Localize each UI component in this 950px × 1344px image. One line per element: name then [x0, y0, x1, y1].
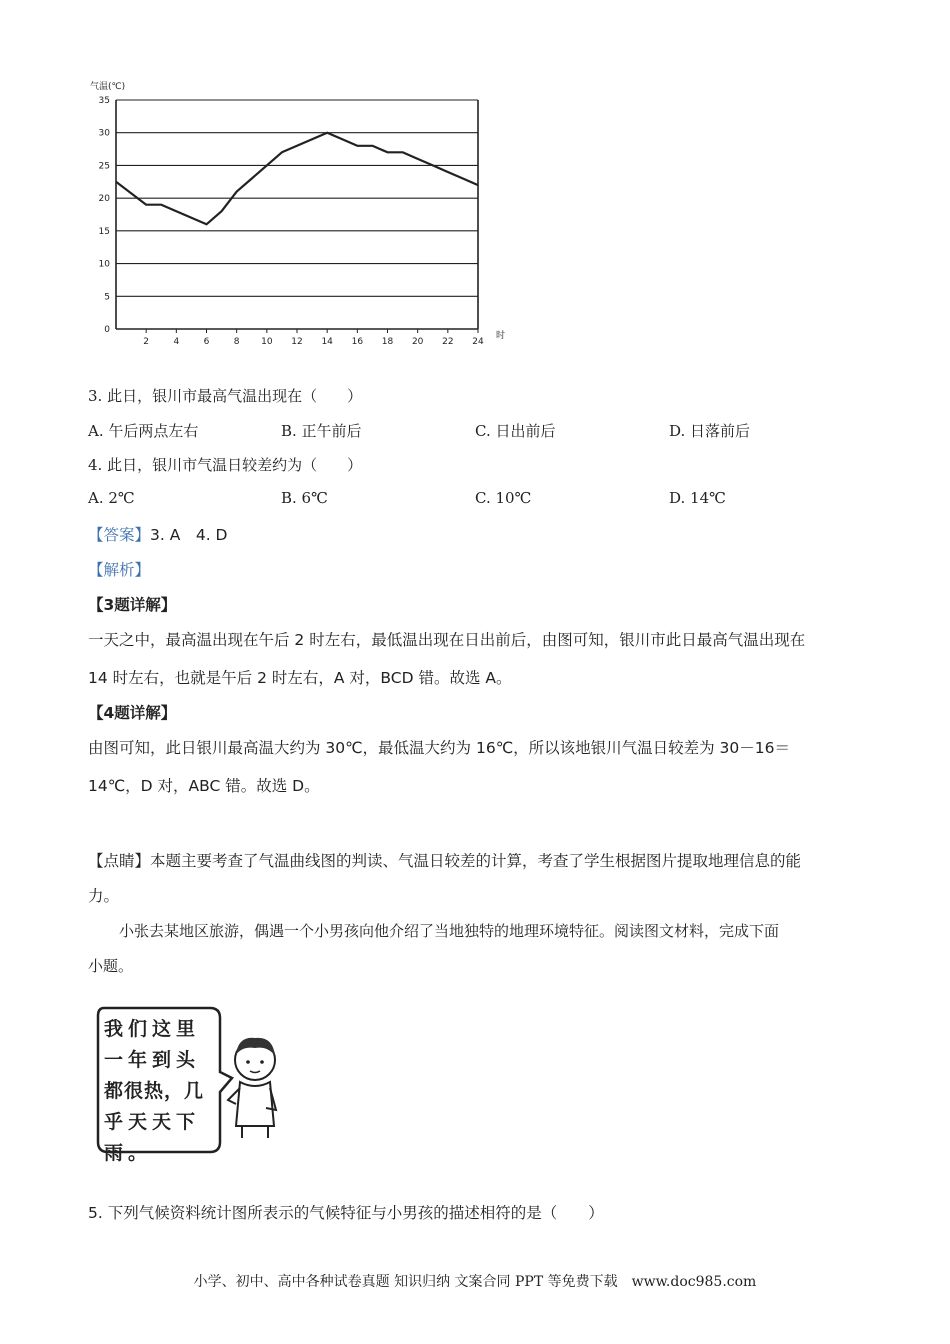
material-line-2: 小题。: [88, 957, 134, 975]
y-tick-label: 25: [98, 161, 110, 172]
x-tick-label: 2: [143, 337, 150, 347]
x-tick-label: 20: [411, 337, 424, 347]
material-line-1: 小张去某地区旅游，偶遇一个小男孩向他介绍了当地独特的地理环境特征。阅读图文材料，完成下面: [119, 922, 780, 940]
q3-option-c[interactable]: C. 日出前后: [475, 422, 556, 440]
q4-option-c[interactable]: C. 10℃: [475, 489, 532, 507]
answer-line: [88, 523, 228, 545]
y-axis-label: 气温(℃): [90, 82, 126, 92]
x-tick-label: 18: [381, 337, 394, 347]
bubble-line-1: 我们这里: [104, 1018, 201, 1040]
y-tick-label: 10: [98, 259, 110, 270]
answer-text: 3. A 4. D: [150, 526, 228, 544]
x-tick-label: 22: [442, 337, 454, 347]
y-tick-label: 30: [98, 128, 110, 139]
bubble-line-5: 雨。: [104, 1142, 153, 1164]
x-tick-label: 8: [233, 337, 240, 347]
q4-option-a[interactable]: A. 2℃: [88, 489, 135, 507]
x-axis-label: 时: [496, 331, 506, 341]
y-tick-label: 5: [104, 292, 110, 303]
temperature-line-chart: [86, 76, 516, 351]
y-tick-label: 20: [98, 194, 110, 205]
detail-4-label: 【4题详解】: [88, 704, 177, 722]
detail-4-line-1: 由图可知，此日银川最高温大约为 30℃，最低温大约为 16℃，所以该地银川气温日较差为 30－16＝: [88, 739, 790, 757]
dianjing-line-1: 【点睛】本题主要考查了气温曲线图的判读、气温日较差的计算，考查了学生根据图片提取地理信息的能: [88, 852, 802, 870]
temperature-series-line: [116, 133, 478, 225]
chart-grid: [116, 100, 478, 329]
question-4-stem: 4. 此日，银川市气温日较差约为（ ）: [88, 456, 363, 474]
analysis-label: 【解析】: [88, 561, 151, 579]
detail-3-line-1: 一天之中，最高温出现在午后 2 时左右，最低温出现在日出前后，由图可知，银川市此日最高气温出现在: [88, 631, 806, 649]
detail-3-label: 【3题详解】: [88, 596, 177, 614]
y-tick-label: 0: [104, 325, 110, 335]
bubble-line-2: 一年到头: [104, 1049, 201, 1071]
bubble-line-3: 都很热，几: [104, 1080, 205, 1102]
dianjing-line-2: 力。: [88, 887, 120, 905]
question-5-stem: 5. 下列气候资料统计图所表示的气候特征与小男孩的描述相符的是（ ）: [88, 1204, 604, 1222]
x-tick-label: 16: [351, 337, 364, 347]
q4-option-d[interactable]: D. 14℃: [669, 489, 726, 507]
y-tick-labels: [99, 96, 111, 335]
question-3-stem: 3. 此日，银川市最高气温出现在（ ）: [88, 387, 363, 405]
x-tick-label: 24: [472, 337, 484, 347]
x-tick-label: 6: [203, 337, 210, 347]
bubble-line-4: 乎天天下: [104, 1111, 201, 1133]
q4-option-b[interactable]: B. 6℃: [281, 489, 328, 507]
page-footer: 小学、初中、高中各种试卷真题 知识归纳 文案合同 PPT 等免费下载 www.doc985.com: [193, 1274, 757, 1290]
x-tick-label: 4: [173, 337, 180, 347]
x-tick-label: 10: [261, 337, 273, 347]
q3-option-a[interactable]: A. 午后两点左右: [88, 422, 199, 440]
x-tick-label: 12: [291, 337, 303, 347]
y-tick-label: 15: [98, 226, 110, 237]
y-tick-label: 35: [98, 96, 110, 106]
q3-option-d[interactable]: D. 日落前后: [669, 422, 751, 440]
speech-bubble-text: [104, 1014, 228, 1169]
q3-option-b[interactable]: B. 正午前后: [281, 422, 362, 440]
detail-4-line-2: 14℃，D 对，ABC 错。故选 D。: [88, 777, 320, 795]
x-tick-labels: [143, 329, 484, 347]
detail-3-line-2: 14 时左右，也就是午后 2 时左右，A 对，BCD 错。故选 A。: [88, 669, 512, 687]
x-tick-label: 14: [321, 337, 333, 347]
answer-label: 【答案】: [88, 526, 151, 544]
